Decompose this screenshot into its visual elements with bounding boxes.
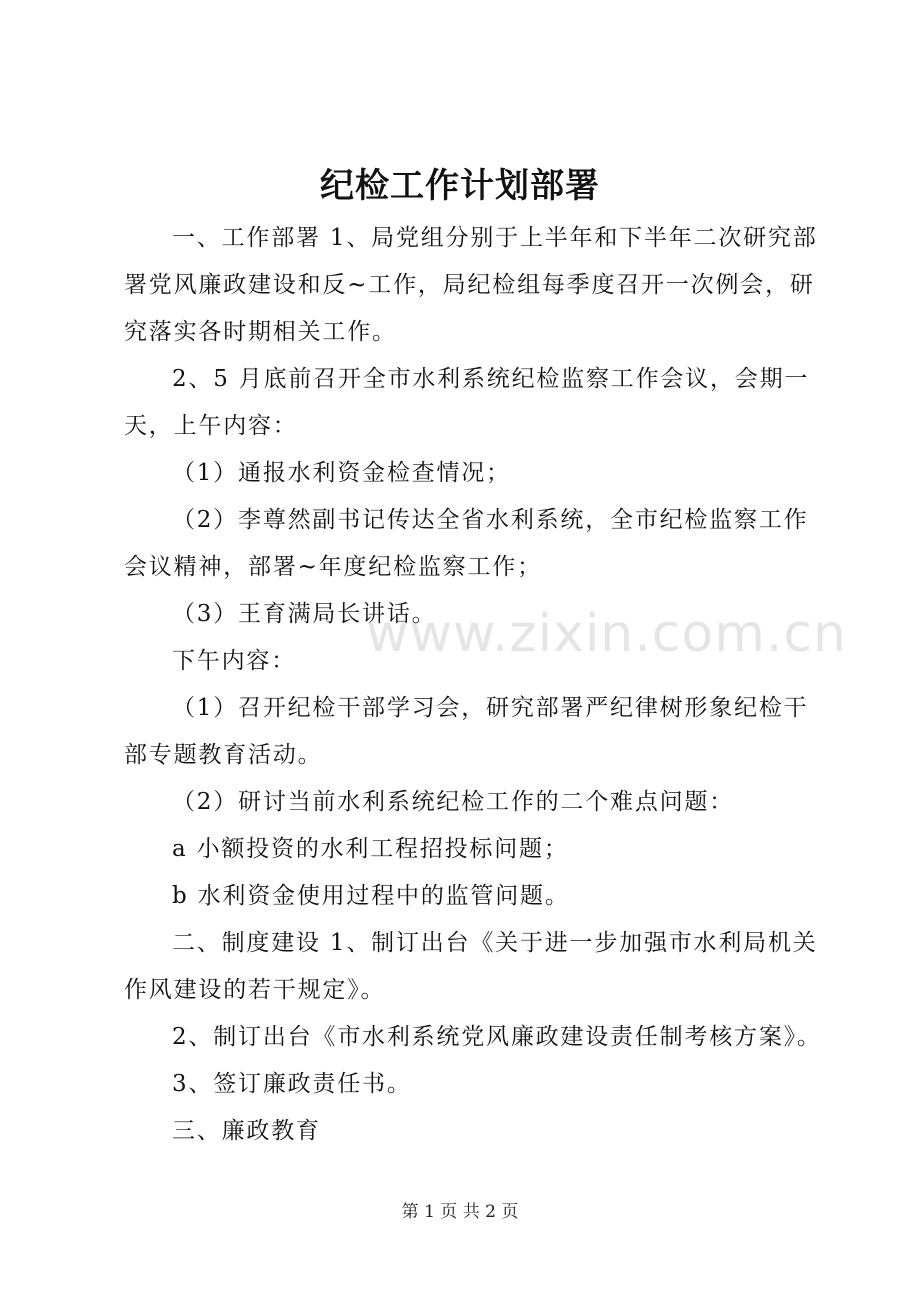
paragraph-line: 2、制订出台《市水利系统党风廉政建设责任制考核方案》。 xyxy=(172,1024,822,1050)
paragraph-line: b 水利资金使用过程中的监管问题。 xyxy=(172,883,570,909)
paragraph-line: （2）李尊然副书记传达全省水利系统，全市纪检监察工作 xyxy=(172,507,809,533)
paragraph-line: a 小额投资的水利工程招投标问题； xyxy=(172,836,569,862)
paragraph-line: 会议精神，部署~年度纪检监察工作； xyxy=(124,554,542,580)
paragraph-line: 究落实各时期相关工作。 xyxy=(124,319,397,345)
paragraph-line: （2）研讨当前水利系统纪检工作的二个难点问题： xyxy=(172,789,735,815)
paragraph-line: 三、廉政教育 xyxy=(172,1118,321,1144)
paragraph-line: 下午内容： xyxy=(172,648,296,674)
paragraph-line: 部专题教育活动。 xyxy=(124,742,323,768)
paragraph-line: （3）王育满局长讲话。 xyxy=(172,601,437,627)
document-title: 纪检工作计划部署 xyxy=(320,166,600,206)
watermark: www.zixin.com.cn xyxy=(366,604,847,664)
paragraph-line: （1）召开纪检干部学习会，研究部署严纪律树形象纪检干 xyxy=(172,695,809,721)
page-footer: 第 1 页 共 2 页 xyxy=(401,1202,519,1222)
paragraph-line: 一、工作部署 1、局党组分别于上半年和下半年二次研究部 xyxy=(172,225,818,251)
paragraph-line: 天，上午内容： xyxy=(124,413,298,439)
paragraph-line: 2、5 月底前召开全市水利系统纪检监察工作会议，会期一 xyxy=(172,366,810,392)
paragraph-line: 3、签订廉政责任书。 xyxy=(172,1071,412,1097)
document-body xyxy=(124,215,822,1155)
paragraph-line: 作风建设的若干规定》。 xyxy=(124,977,386,1003)
paragraph-line: 署党风廉政建设和反~工作，局纪检组每季度召开一次例会，研 xyxy=(124,272,815,298)
paragraph-line: （1）通报水利资金检查情况； xyxy=(172,460,511,486)
paragraph-line: 二、制度建设 1、制订出台《关于进一步加强市水利局机关 xyxy=(172,930,818,956)
